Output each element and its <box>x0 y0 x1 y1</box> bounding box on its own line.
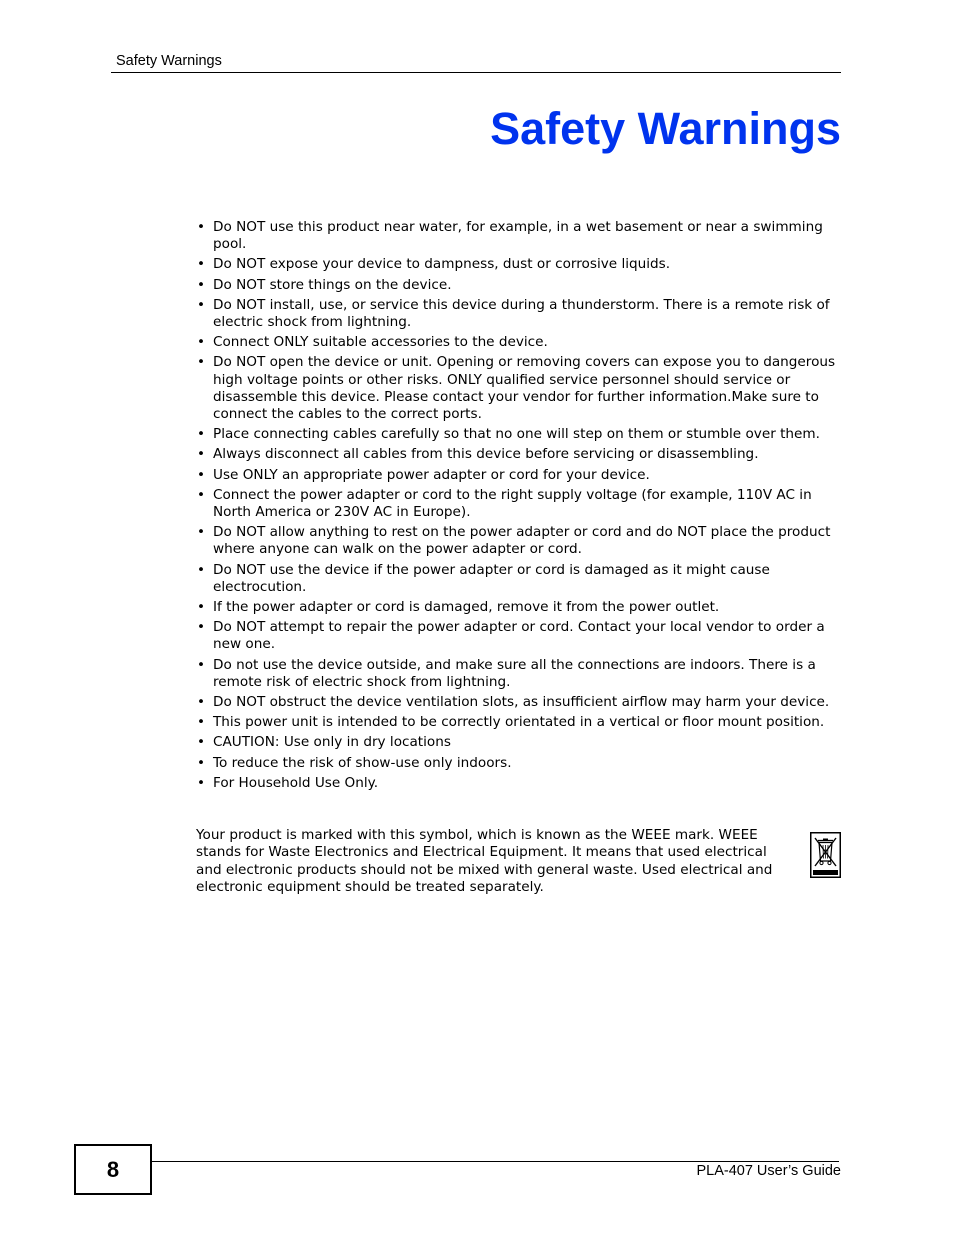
bullet-marker: • <box>197 561 206 578</box>
safety-warning-item <box>196 562 851 596</box>
safety-warning-item <box>196 467 851 484</box>
safety-warning-text: Do not use the device outside, and make sure all the connections are indoors. There is a remote risk of electric shock from lightning. <box>213 656 816 690</box>
safety-warning-list <box>196 219 851 795</box>
bullet-marker: • <box>197 656 206 673</box>
weee-crossed-bin-icon <box>810 832 841 878</box>
bullet-marker: • <box>197 734 206 751</box>
bullet-marker: • <box>197 599 206 616</box>
bullet-marker: • <box>197 446 206 463</box>
header-rule <box>111 72 841 73</box>
safety-warning-item <box>196 694 851 711</box>
bullet-marker: • <box>197 486 206 503</box>
safety-warning-text: Place connecting cables carefully so that no one will step on them or stumble over them. <box>213 426 820 443</box>
safety-warning-text: To reduce the risk of show-use only indoors. <box>213 754 512 771</box>
bullet-marker: • <box>197 619 206 636</box>
bullet-marker: • <box>197 754 206 771</box>
running-header: Safety Warnings <box>116 53 222 69</box>
safety-warning-text: Do NOT obstruct the device ventilation slots, as insufficient airflow may harm your device. <box>213 694 830 711</box>
bullet-marker: • <box>197 426 206 443</box>
safety-warning-item <box>196 657 851 691</box>
safety-warning-item <box>196 599 851 616</box>
safety-warning-text: Connect the power adapter or cord to the right supply voltage (for example, 110V AC in North America or 230V AC in Europe). <box>213 486 812 521</box>
safety-warning-text: Always disconnect all cables from this device before servicing or disassembling. <box>213 446 759 463</box>
safety-warning-text: For Household Use Only. <box>213 774 379 791</box>
safety-warning-item <box>196 524 851 558</box>
safety-warning-text: Do NOT install, use, or service this device during a thunderstorm. There is a remote risk of electric shock from lightning. <box>213 296 830 331</box>
safety-warning-text: If the power adapter or cord is damaged, remove it from the power outlet. <box>213 599 720 616</box>
page-title: Safety Warnings <box>490 103 841 154</box>
safety-warning-item <box>196 714 851 731</box>
safety-warning-text: Do NOT store things on the device. <box>213 276 452 293</box>
bullet-marker: • <box>197 219 206 235</box>
bullet-marker: • <box>197 354 206 371</box>
safety-warning-item <box>196 755 851 772</box>
safety-warning-item <box>196 334 851 351</box>
safety-warning-item <box>196 277 851 294</box>
safety-warning-text: Do NOT expose your device to dampness, dust or corrosive liquids. <box>213 256 671 273</box>
bullet-marker: • <box>197 256 206 273</box>
safety-warning-item <box>196 446 851 463</box>
bullet-marker: • <box>197 466 206 483</box>
bullet-marker: • <box>197 694 206 711</box>
bullet-marker: • <box>197 774 206 791</box>
safety-warning-item <box>196 354 851 423</box>
safety-warning-text: Do NOT open the device or unit. Opening or removing covers can expose you to dangerous high voltage points or other risks. ONLY qualified service personnel should service or disassemble this device. Please contact your vendor for further information.Make sure to connect the cables to the correct ports. <box>213 354 836 423</box>
footer-guide-title: PLA-407 User’s Guide <box>696 1163 841 1179</box>
safety-warning-text: Use ONLY an appropriate power adapter or cord for your device. <box>213 466 650 483</box>
safety-warning-item <box>196 619 851 653</box>
safety-warning-item <box>196 219 851 253</box>
safety-warning-item <box>196 426 851 443</box>
safety-warning-item <box>196 256 851 273</box>
bullet-marker: • <box>197 276 206 293</box>
safety-warning-text: Connect ONLY suitable accessories to the device. <box>213 334 548 351</box>
safety-warning-item <box>196 297 851 331</box>
safety-warning-text: Do NOT use this product near water, for example, in a wet basement or near a swimming pool. <box>213 219 823 253</box>
safety-warning-item <box>196 734 851 751</box>
bullet-marker: • <box>197 524 206 541</box>
safety-warning-text: Do NOT allow anything to rest on the power adapter or cord and do NOT place the product where anyone can walk on the power adapter or cord. <box>213 524 831 558</box>
bullet-marker: • <box>197 296 206 313</box>
safety-warning-text: CAUTION: Use only in dry locations <box>213 734 451 751</box>
weee-paragraph: Your product is marked with this symbol, which is known as the WEEE mark. WEEE stands for Waste Electronics and Electrical Equipment. It means that used electrical and electronic products should not be mixed with general waste. Used electrical and electronic equipment should be treated separately. <box>196 827 773 896</box>
safety-warning-text: This power unit is intended to be correctly orientated in a vertical or floor mount position. <box>213 714 825 731</box>
safety-warning-item <box>196 775 851 792</box>
bullet-marker: • <box>197 714 206 731</box>
safety-warning-item <box>196 487 851 521</box>
safety-warning-text: Do NOT use the device if the power adapter or cord is damaged as it might cause electrocution. <box>213 561 770 595</box>
bullet-marker: • <box>197 334 206 351</box>
page-number: 8 <box>74 1144 152 1195</box>
safety-warning-text: Do NOT attempt to repair the power adapter or cord. Contact your local vendor to order a new one. <box>213 619 825 653</box>
